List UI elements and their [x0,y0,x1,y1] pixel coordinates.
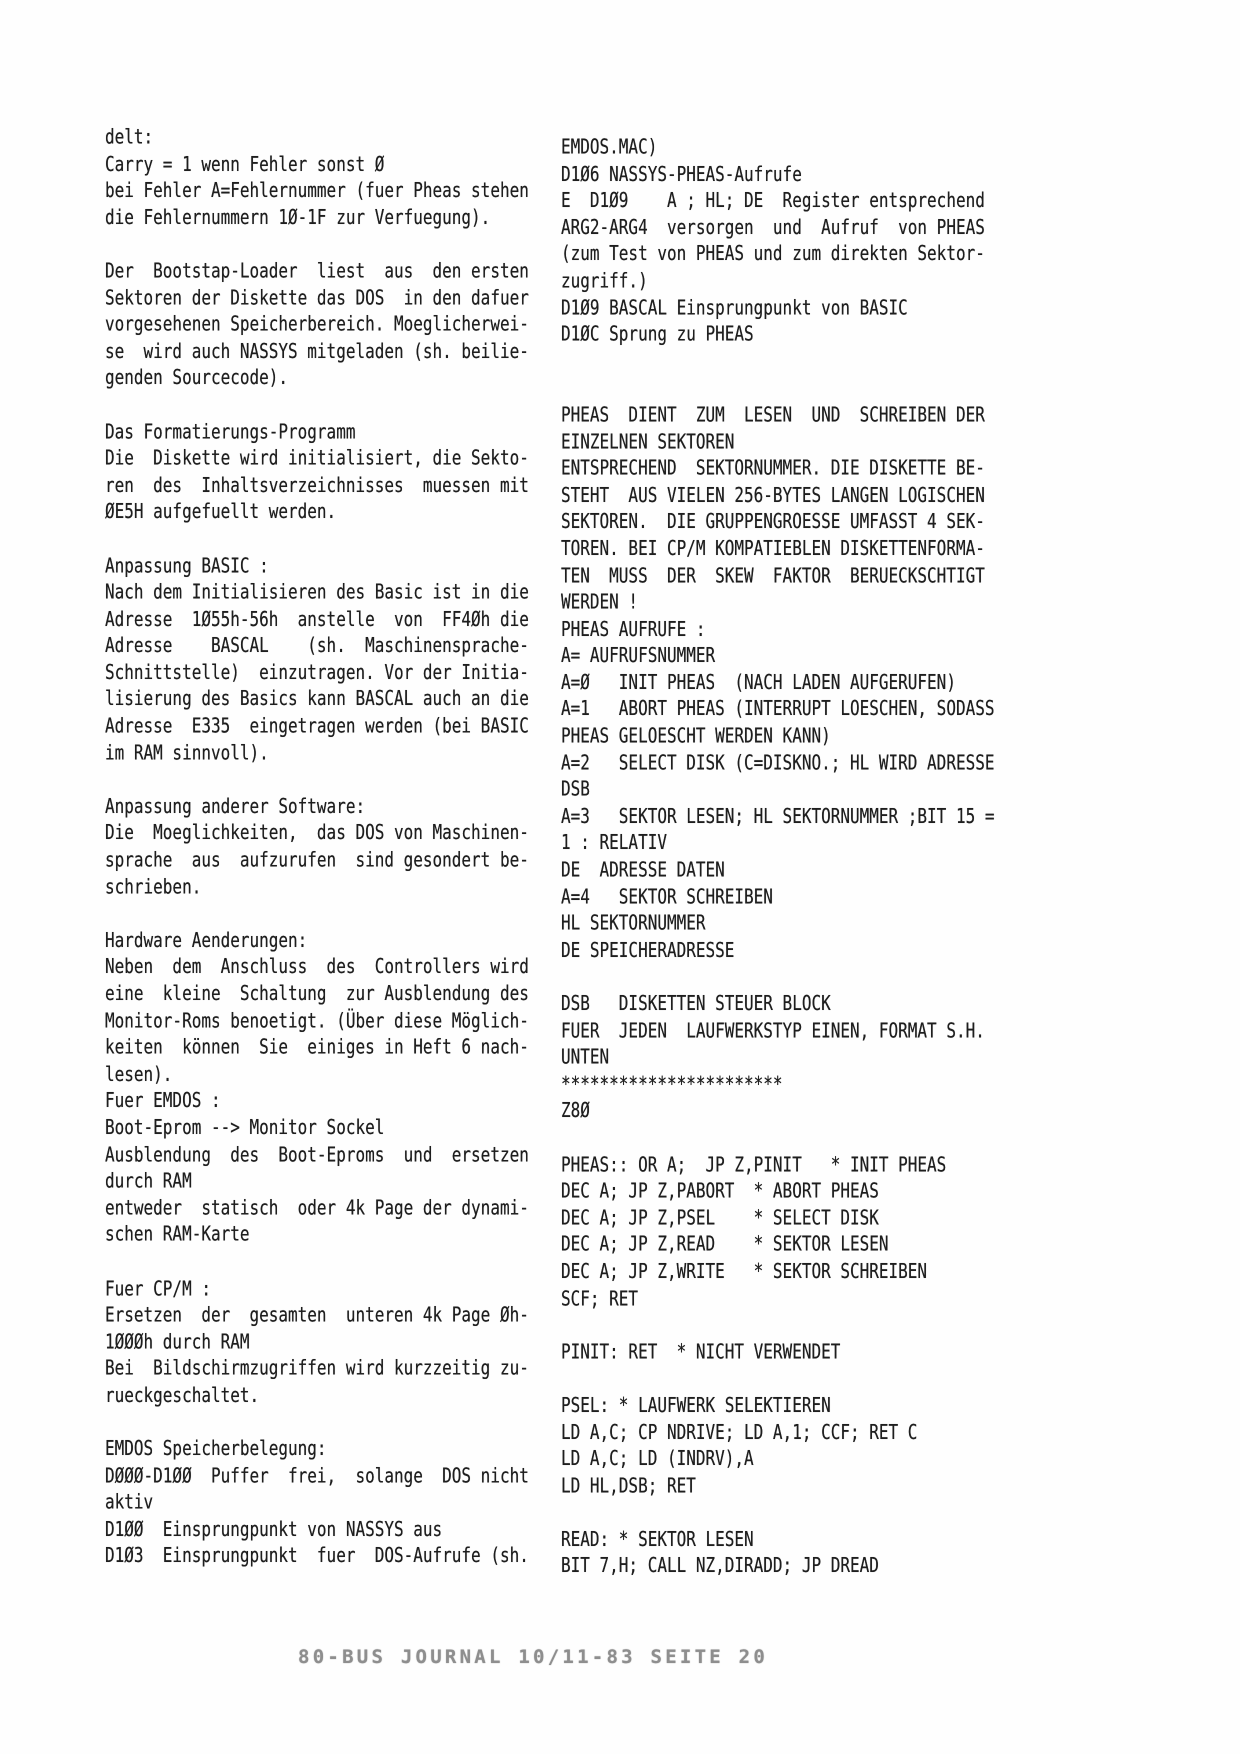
text-line: PHEAS GELOESCHT WERDEN KANN) [561,722,831,748]
text-line: bei Fehler A=Fehlernummer (fuer Pheas stehen [105,177,529,203]
text-line: Ersetzen der gesamten unteren 4k Page Øh- [105,1301,529,1327]
text-line: FUER JEDEN LAUFWERKSTYP EINEN, FORMAT S.H. [561,1017,985,1043]
text-line: PHEAS AUFRUFE : [561,615,706,641]
text-line: BIT 7,H; CALL NZ,DIRADD; JP DREAD [561,1552,879,1578]
text-line: HL SEKTORNUMMER [561,910,706,936]
text-line [561,1499,994,1526]
text-line: PHEAS DIENT ZUM LESEN UND SCHREIBEN DER [561,401,985,427]
text-line: PHEAS:: OR A; JP Z,PINIT * INIT PHEAS [561,1151,947,1177]
text-line: (zum Test von PHEAS und zum direkten Sektor- [561,241,985,266]
text-line [561,964,994,991]
text-line: lesen). [105,1061,173,1086]
text-line: Fuer CP/M : [105,1275,211,1300]
text-line: keiten können Sie einiges in Heft 6 nach- [105,1034,529,1059]
page-footer: 80-BUS JOURNAL 10/11-83 SEITE 20 [298,1646,769,1668]
text-line: Neben dem Anschluss des Controllers wird [105,953,529,979]
text-line: entweder statisch oder 4k Page der dynami- [105,1194,529,1220]
text-line: Fuer EMDOS : [105,1087,221,1113]
text-line [561,348,994,375]
text-line: EMDOS.MAC) [561,134,658,159]
text-line: A=Ø INIT PHEAS (NACH LADEN AUFGERUFEN) [561,669,956,695]
text-line: DØØØ-D1ØØ Puffer frei, solange DOS nicht [105,1462,529,1488]
text-line: E D1Ø9 A ; HL; DE Register entsprechend [561,187,985,213]
text-line: D1Ø6 NASSYS-PHEAS-Aufrufe [561,160,802,186]
text-line: D1Ø3 Einsprungpunkt fuer DOS-Aufrufe (sh. [105,1542,529,1568]
text-line: sprache aus aufzurufen sind gesondert be- [105,846,529,872]
text-line: D1ØØ Einsprungpunkt von NASSYS aus [105,1516,443,1541]
text-line: se wird auch NASSYS mitgeladen (sh. beilie- [105,338,529,363]
text-line: Boot-Eprom --> Monitor Sockel [105,1114,385,1140]
text-line: WERDEN ! [561,589,639,614]
text-line: TOREN. BEI CP/M KOMPATIEBLEN DISKETTENFORMA- [561,535,985,561]
text-line [105,1248,529,1275]
text-line: delt: [105,124,154,149]
text-line: A=3 SEKTOR LESEN; HL SEKTORNUMMER ;BIT 15 = [561,803,995,828]
text-line: Monitor-Roms benoetigt. (Über diese Möglich- [105,1007,529,1033]
text-line: LD A,C; LD (INDRV),A [561,1445,754,1471]
text-line: Hardware Aenderungen: [105,927,308,952]
text-line: STEHT AUS VIELEN 256-BYTES LANGEN LOGISCHEN [561,482,985,507]
text-line: *********************** [561,1071,783,1096]
text-line [561,1366,994,1393]
text-line: D1ØC Sprung zu PHEAS [561,321,754,347]
text-line: Carry = 1 wenn Fehler sonst Ø [105,150,385,176]
text-line: vorgesehenen Speicherbereich. Moeglicherwei- [105,311,529,337]
text-line: lisierung des Basics kann BASCAL auch an die [105,686,529,711]
text-line: eine kleine Schaltung zur Ausblendung des [105,980,529,1006]
text-line: READ: * SEKTOR LESEN [561,1526,754,1551]
left-column-text [105,124,529,1570]
text-line: Ausblendung des Boot-Eproms und ersetzen [105,1141,529,1167]
text-line: aktiv [105,1489,154,1515]
text-line: DEC A; JP Z,READ * SEKTOR LESEN [561,1231,889,1257]
text-line: Adresse E335 eingetragen werden (bei BASIC [105,712,529,738]
text-line: UNTEN [561,1044,610,1069]
text-line: Sektoren der Diskette das DOS in den dafuer [105,284,529,310]
text-line: DE SPEICHERADRESSE [561,937,735,962]
text-line: PINIT: RET * NICHT VERWENDET [561,1338,841,1364]
text-line: zugriff.) [561,267,648,293]
text-line: EINZELNEN SEKTOREN [561,428,735,454]
text-line: A= AUFRUFSNUMMER [561,642,716,668]
text-line [105,1409,529,1436]
text-line: durch RAM [105,1168,192,1193]
text-line: LD A,C; CP NDRIVE; LD A,1; CCF; RET C [561,1419,918,1444]
text-line [561,1312,994,1339]
text-line: DEC A; JP Z,WRITE * SEKTOR SCHREIBEN [561,1258,928,1284]
text-line: Anpassung BASIC : [105,552,269,578]
text-line: PSEL: * LAUFWERK SELEKTIEREN [561,1392,831,1417]
text-line: Adresse 1Ø55h-56h anstelle von FF4Øh die [105,605,529,631]
text-line: im RAM sinnvoll). [105,739,269,765]
text-line: Schnittstelle) einzutragen. Vor der Initia- [105,659,529,685]
text-line: Die Moeglichkeiten, das DOS von Maschinen- [105,820,529,845]
text-line: DSB DISKETTEN STEUER BLOCK [561,990,831,1016]
text-line [105,231,529,258]
text-line: schrieben. [105,873,202,899]
text-line: Bei Bildschirmzugriffen wird kurzzeitig zu- [105,1355,529,1381]
text-line: Der Bootstap-Loader liest aus den ersten [105,257,529,283]
text-line [105,900,529,927]
text-line: A=2 SELECT DISK (C=DISKNO.; HL WIRD ADRESSE [561,749,995,775]
text-line: Anpassung anderer Software: [105,793,366,818]
right-column-text [561,134,994,1580]
text-line: DEC A; JP Z,PABORT * ABORT PHEAS [561,1178,879,1203]
text-line: genden Sourcecode). [105,364,289,390]
text-line: Die Diskette wird initialisiert, die Sekto- [105,445,529,470]
text-line: rueckgeschaltet. [105,1382,260,1407]
text-line: Das Formatierungs-Programm [105,418,356,444]
text-line: SEKTOREN. DIE GRUPPENGROESSE UMFASST 4 SEK- [561,508,985,534]
text-line: A=4 SEKTOR SCHREIBEN [561,883,773,909]
text-line: ØE5H aufgefuellt werden. [105,498,337,524]
text-line: schen RAM-Karte [105,1221,250,1247]
text-line: SCF; RET [561,1285,639,1310]
text-line: LD HL,DSB; RET [561,1472,696,1498]
text-line [561,1125,994,1152]
text-line: EMDOS Speicherbelegung: [105,1435,327,1461]
text-line: A=1 ABORT PHEAS (INTERRUPT LOESCHEN, SODASS [561,696,995,721]
text-line: DEC A; JP Z,PSEL * SELECT DISK [561,1204,879,1230]
text-line: DSB [561,776,590,802]
text-line: ARG2-ARG4 versorgen und Aufruf von PHEAS [561,214,985,240]
text-line: Z8Ø [561,1097,590,1123]
text-line: ENTSPRECHEND SEKTORNUMMER. DIE DISKETTE BE- [561,455,985,480]
text-line: D1Ø9 BASCAL Einsprungpunkt von BASIC [561,294,908,320]
text-line [105,526,529,553]
text-line [105,392,529,419]
text-line: TEN MUSS DER SKEW FAKTOR BERUECKSCHTIGT [561,562,985,588]
text-line: Adresse BASCAL (sh. Maschinensprache- [105,632,529,658]
text-line [561,375,994,402]
text-line: die Fehlernummern 1Ø-1F zur Verfuegung). [105,204,491,230]
text-line: ren des Inhaltsverzeichnisses muessen mit [105,472,529,497]
text-line [105,767,529,794]
text-line: 1ØØØh durch RAM [105,1328,250,1354]
text-line: Nach dem Initialisieren des Basic ist in die [105,579,529,604]
text-line: DE ADRESSE DATEN [561,856,725,882]
text-line: 1 : RELATIV [561,830,667,855]
